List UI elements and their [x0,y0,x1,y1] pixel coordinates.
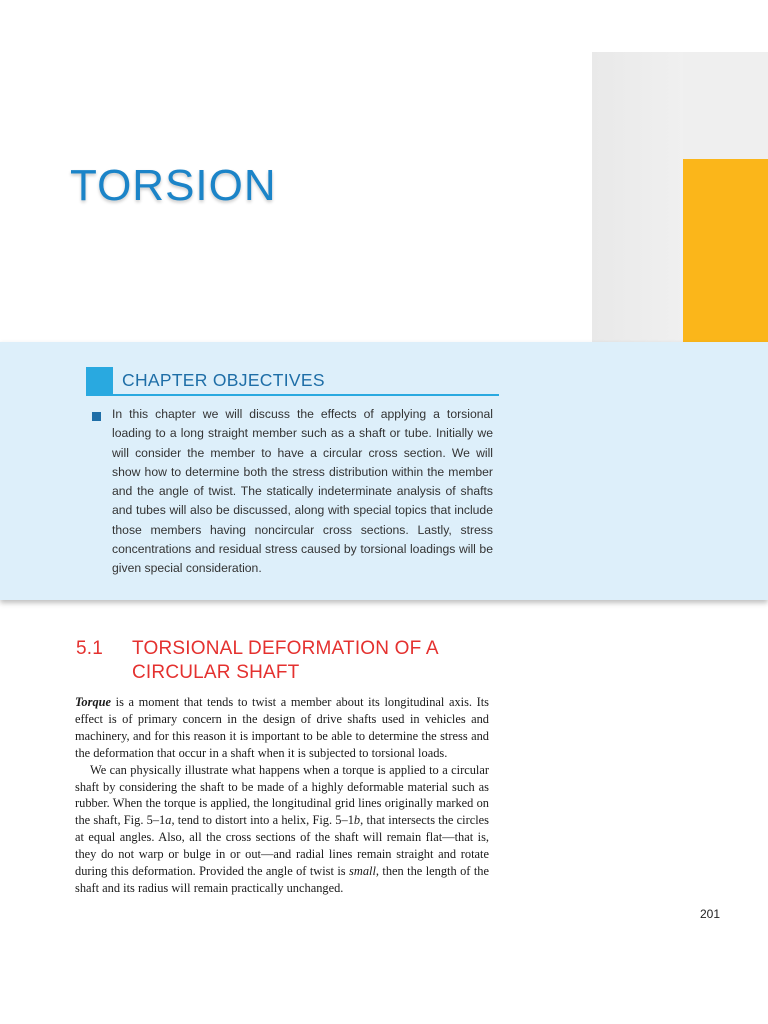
torque-term: Torque [75,695,112,709]
paragraph-torque-text: is a moment that tends to twist a member about its longitudinal axis. Its effect is of primary concern in the design of drive shafts used in vehicles and machinery, and for this reason it is important to be able to determine the stress and the deformation that occur in a shaft when it is subjected to torsional loads. [75,695,489,760]
figure-ref-a: a [165,813,172,828]
objectives-square-icon [86,367,113,394]
accent-bar [683,159,768,342]
chapter-title: TORSION [70,161,277,210]
paragraph-torque [75,694,489,762]
section-title-line1: TORSIONAL DEFORMATION OF A [132,638,439,659]
paragraph-text-part: , that intersects the circles at equal angles. Also, all the cross sections of the shaft will remain flat—that is, they do not warp or bulge in or out—and radial lines remain straight and rotate during this deformation. Provided the angle of twist is [75,813,489,879]
paragraph-text-part: We can physically illustrate what happens when a torque is applied to a circular shaft by considering the shaft to be made of a highly deformable material such as rubber. When the torque is applied, the longitudinal grid lines originally marked on the shaft, Fig. 5–1 [75,762,489,828]
paragraph-text-part: , then the length of the shaft and its radius will remain practically unchanged. [75,864,489,895]
objectives-heading: CHAPTER OBJECTIVES [122,370,325,390]
square-bullet-icon [92,412,101,421]
paragraph-rubber-shaft [75,762,489,897]
body-text [75,694,489,897]
section-number: 5.1 [76,638,104,659]
figure-ref-b: b [353,813,361,828]
section-heading [76,637,439,685]
objectives-underline [86,394,499,396]
emphasis-small: small [349,864,376,879]
page-number: 201 [700,907,721,921]
section-title-line2: CIRCULAR SHAFT [132,662,300,683]
paragraph-text-part: , tend to distort into a helix, Fig. 5–1 [171,813,354,828]
objectives-text: In this chapter we will discuss the effects of applying a torsional loading to a long straight member such as a shaft or tube. Initially we will consider the member to have a circular cross section. We will show how to determine both the stress distribution within the member and the angle of twist. The statically indeterminate analysis of shafts and tubes will also be discussed, along with special topics that include those members having noncircular cross sections. Lastly, stress concentrations and residual stress caused by torsional loadings will be given special consideration. [112,407,493,576]
